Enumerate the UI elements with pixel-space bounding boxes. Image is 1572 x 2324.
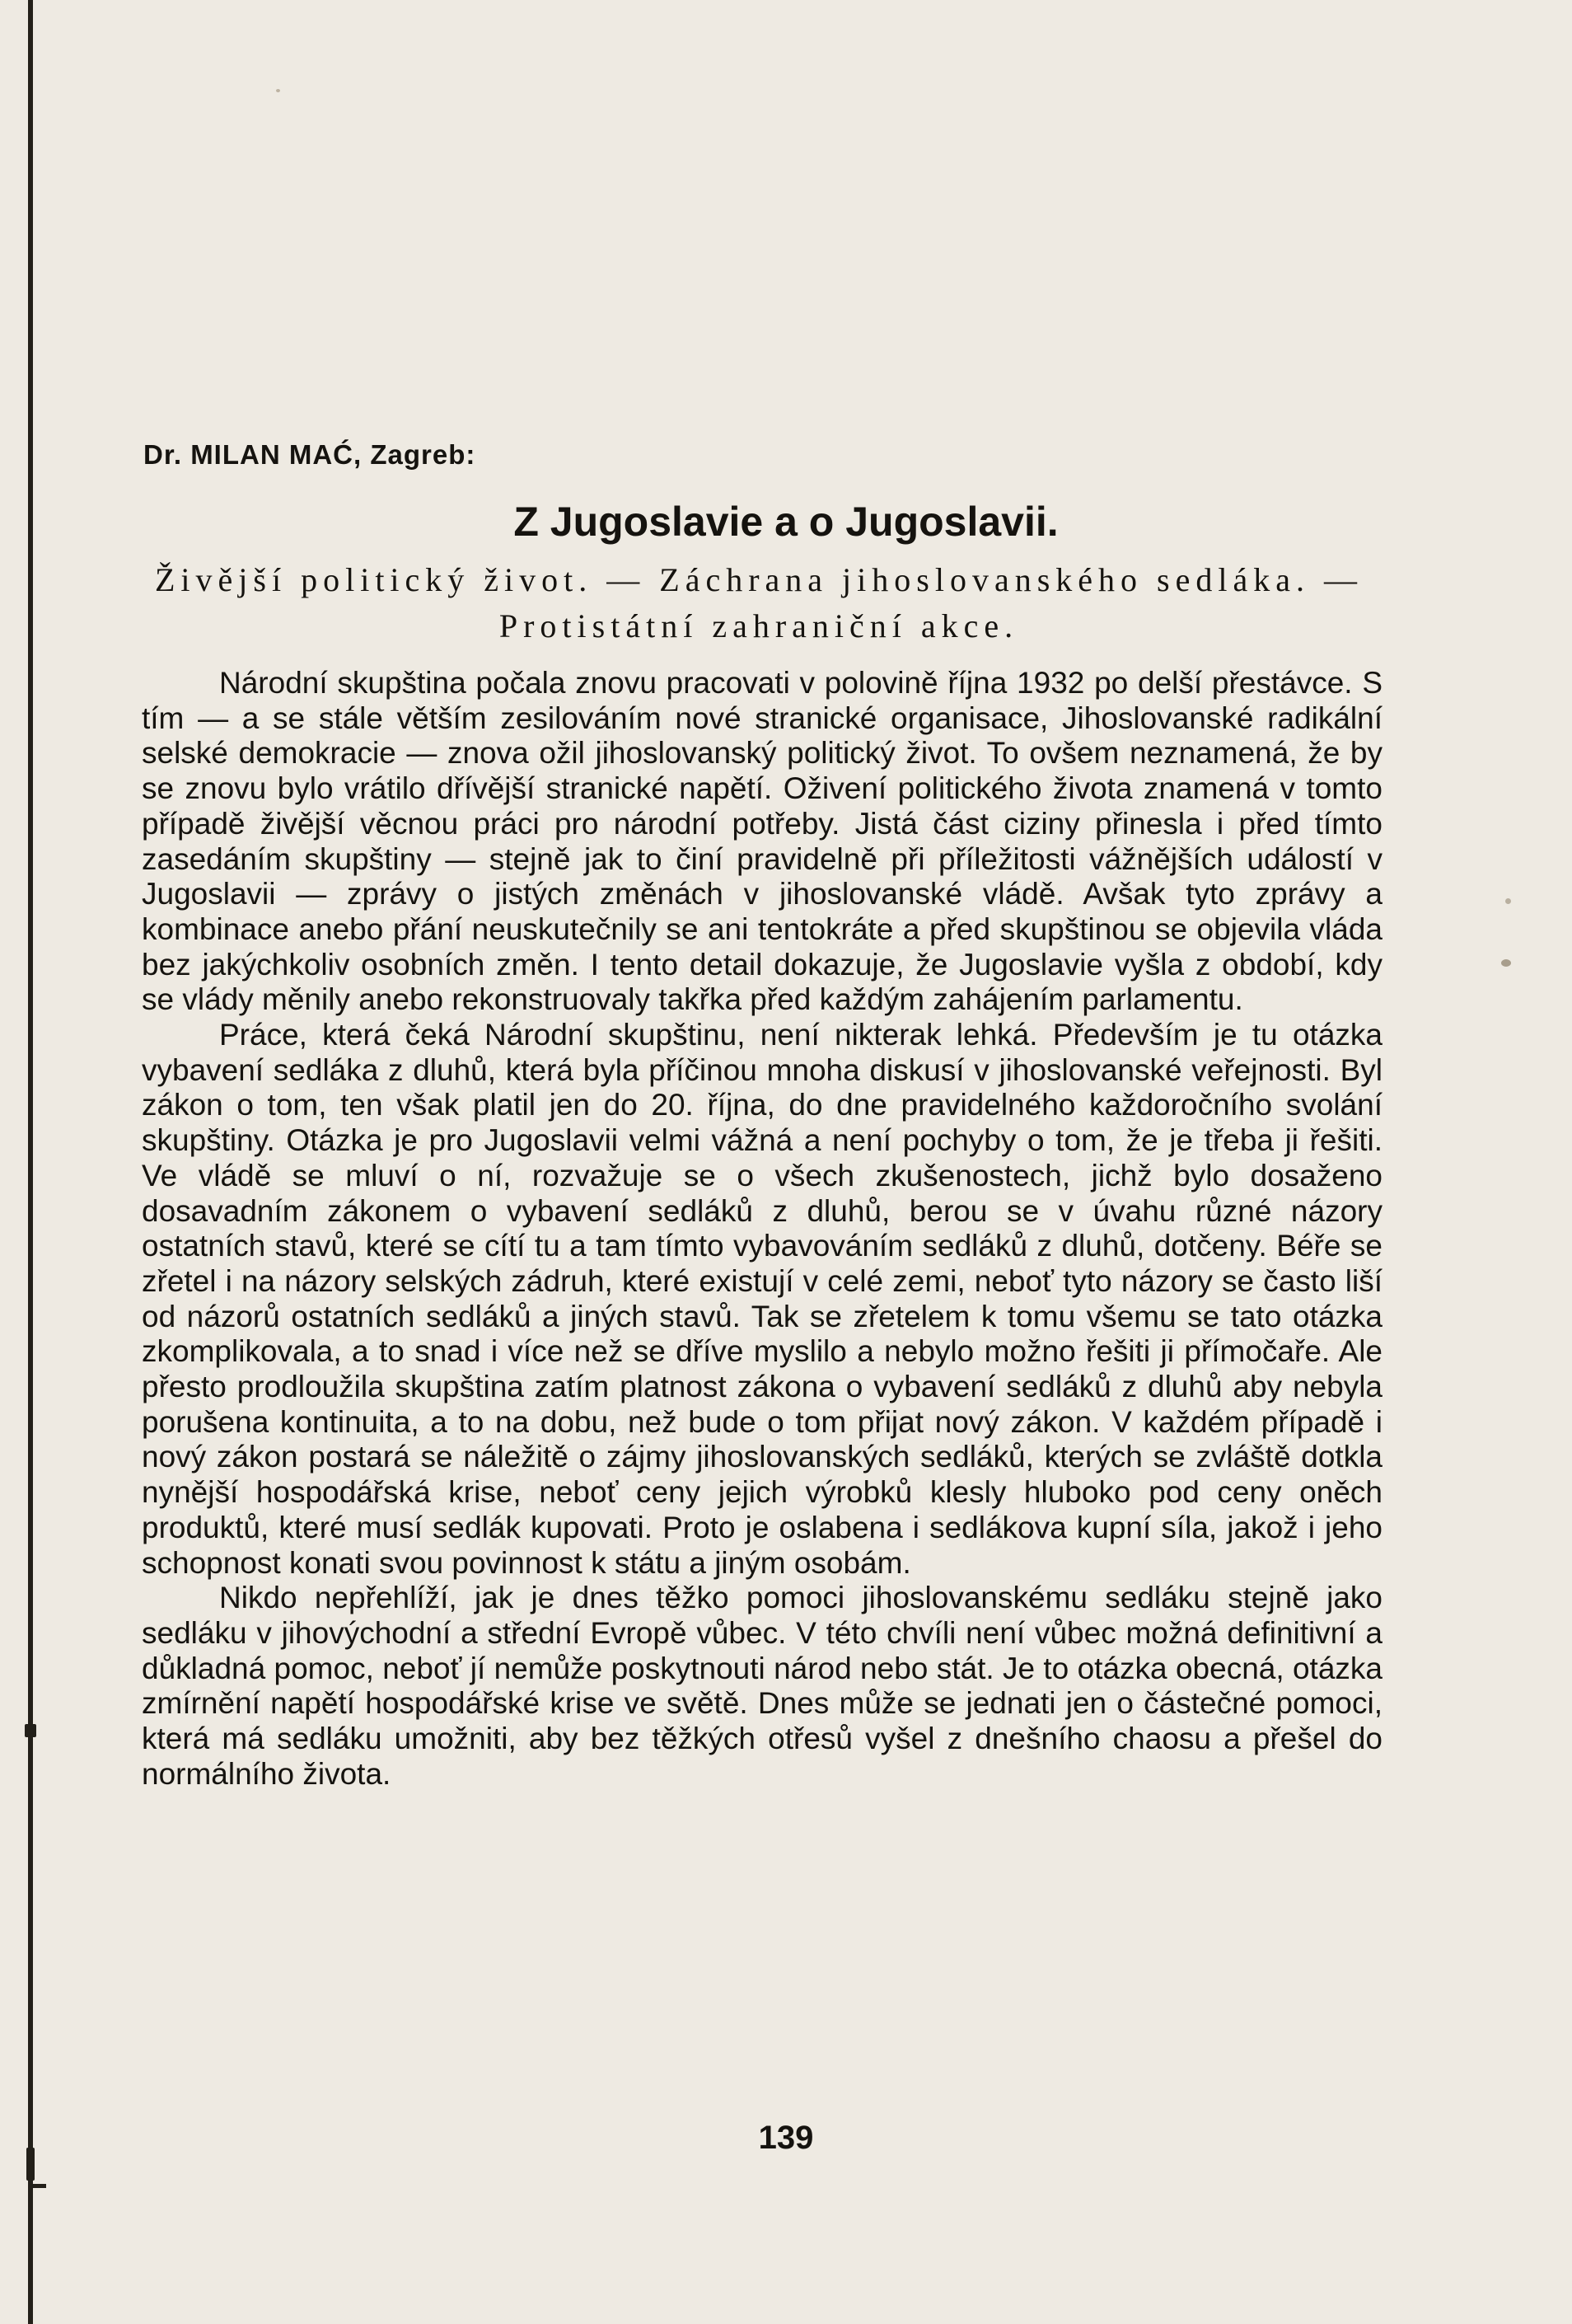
binding-edge-mark bbox=[28, 2184, 46, 2188]
body-paragraph: Národní skupština počala znovu pracovati v polovině října 1932 po delší přestávce. S tím — a se stále větším zesilováním nové stranické organisace, Jihoslovanské radikální selské demokracie — znova ožil jihoslovanský politický život. To ovšem neznamená, že by se znovu bylo vrátilo dřívější stranické napětí. Oživení politického života znamená v tomto případě živější věcnou práci pro národní potřeby. Jistá část ciziny přinesla i před tímto zasedáním skupštiny — stejně jak to činí pravidelně při příležitosti vážnějších událostí v Jugoslavii — zprávy o jistých změnách v jihoslovanské vládě. Avšak tyto zprávy a kombinace anebo přání neuskutečnily se ani tentokráte a před skupštinou se objevila vláda bez jakýchkoliv osobních změn. I tento detail dokazuje, že Jugoslavie vyšla z období, kdy se vlády měnily anebo rekonstruovaly takřka před každým zahájením parlamentu. bbox=[142, 666, 1383, 1017]
binding-edge-mark bbox=[25, 1724, 36, 1737]
article-subtitle: Živější politický život. — Záchrana jihoslovanského sedláka. — Protistátní zahraniční akce. bbox=[155, 561, 1363, 644]
paper-speck bbox=[1505, 898, 1511, 904]
page-number: 139 bbox=[758, 2120, 814, 2156]
article-title: Z Jugoslavie a o Jugoslavii. bbox=[513, 499, 1059, 545]
body-paragraph: Práce, která čeká Národní skupštinu, není nikterak lehká. Především je tu otázka vybavení sedláka z dluhů, která byla příčinou mnoha diskusí v jihoslovanské veřejnosti. Byl zákon o tom, ten však platil jen do 20. října, do dne pravidelného každoročního svolání skupštiny. Otázka je pro Jugoslavii velmi vážná a není pochyby o tom, že je třeba ji řešiti. Ve vládě se mluví o ní, rozvažuje se o všech zkušenostech, jichž bylo dosaženo dosavadním zákonem o vybavení sedláků z dluhů, berou se v úvahu různé názory ostatních stavů, které se cítí tu a tam tímto vybavováním sedláků z dluhů, dotčeny. Béře se zřetel i na názory selských zádruh, které existují v celé zemi, neboť tyto názory se často liší od názorů ostatních sedláků a jiných stavů. Tak se zřetelem k tomu všemu se tato otázka zkomplikovala, a to snad i více než se dříve myslilo a nebylo možno řešiti ji přímočaře. Ale přesto prodloužila skupština zatím platnost zákona o vybavení sedláků z dluhů aby nebyla porušena kontinuita, a to na dobu, než bude o tom přijat nový zákon. V každém případě i nový zákon postará se náležitě o zájmy jihoslovanských sedláků, kterých se zvláště dotkla nynější hospodářská krise, neboť ceny jejich výrobků klesly hluboko pod ceny oněch produktů, které musí sedlák kupovati. Proto je oslabena i sedlákova kupní síla, jakož i jeho schopnost konati svou povinnost k státu a jiným osobám. bbox=[142, 1018, 1383, 1580]
binding-edge-line bbox=[28, 0, 33, 2324]
body-paragraph: Nikdo nepřehlíží, jak je dnes těžko pomoci jihoslovanskému sedláku stejně jako sedláku v jihovýchodní a střední Evropě vůbec. V této chvíli není vůbec možná definitivní a důkladná pomoc, neboť jí nemůže poskytnouti národ nebo stát. Je to otázka obecná, otázka zmírnění napětí hospodářské krise ve světě. Dnes může se jednati jen o částečné pomoci, která má sedláku umožniti, aby bez těžkých otřesů vyšel z dnešního chaosu a přešel do normálního života. bbox=[142, 1581, 1383, 1791]
paper-speck bbox=[276, 89, 280, 92]
author-byline: Dr. MILAN MAĆ, Zagreb: bbox=[143, 439, 476, 470]
article-body bbox=[142, 666, 1383, 1792]
paper-speck bbox=[1501, 959, 1511, 967]
